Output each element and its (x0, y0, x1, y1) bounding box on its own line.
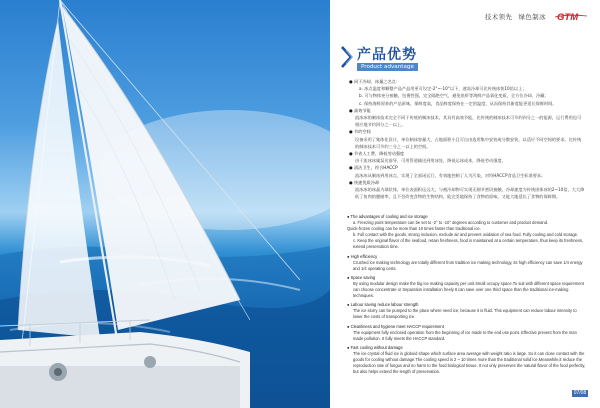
page-number-badge: 07/08 (573, 390, 587, 396)
cn-line: ● 清洁卫生，符合HACCP (349, 165, 398, 171)
cn-line: 流冰冰的制冰技术完全不同于传统的制冰技术，其具有高效节能，比传统的制冰技术可节约四分之一的能源，运行费用也可相应地节约四分之一以上。 (355, 115, 582, 128)
gtm-logo-text: GTM (557, 11, 579, 22)
en-heading: ● High efficiency (347, 253, 378, 259)
slogan-green-ice: 绿色制冰 (518, 12, 546, 21)
slogan-technology: 技术领先 (484, 12, 513, 21)
page-header (485, 9, 588, 23)
section-title (341, 44, 481, 78)
cn-line: ● 节约空间 (349, 129, 371, 135)
title-english: Product advantage (357, 63, 418, 71)
en-line: c. Keep the original flavor of the seafood, retain freshness, food is maintained at a certain temperature, thus keep its freshness, extend preservation time. (353, 238, 584, 250)
en-heading: ● Space saving (347, 274, 376, 280)
gtm-logo-icon (554, 11, 588, 22)
en-line: The ice crystal of fluid ice is globoid shape which surface area average with weight ratio is large. So it can close contact with the goods for cooling without damage.The cooling speed is 2 ~ 10 times more than the traditional solid ice.Meanwhile,it reduce the reproduction rate of fungus and no harm to the food biological tissue. It not only preserves the natural flavor of the food perfectly, but also helps extend the length of preservation. (353, 350, 586, 375)
cn-line: c. 保持海鲜原来的产品原味，保鲜度高，食品鲜度保持在一定的温度，从而保持其新度能更延长保鲜时间。 (359, 100, 557, 106)
cn-line: 设备采用了集体化设计，单位制冰容量大，占地面积小且可自由选用集中安装或分散安装，以适应不同空间的要求。比传统的制冰技术可节约三分之一以上的空间。 (355, 136, 582, 149)
en-line: Crushed ice making technology are totally different from tradition ice making technology, its high efficiency can save 1/4 energy and 1/4 operating costs. (353, 259, 583, 271)
english-body (347, 214, 587, 375)
cn-line: ● 节省人工费，降低劳动强度 (349, 151, 405, 157)
cn-line: 由于流冰冰属泵送前导，可用管道输送到用冰处，降低运冰成本，降低劳动强度。 (355, 158, 506, 164)
cn-line: 流冰冰的冰晶为球状体，单位表面积远远大，与被冷却物可实现无细节密切接触，冷却速度为传统固体冰的2~10倍，大大降低了鱼肉的腥储率，且不会改变食物的生物结构，能完美地保持了食物的原味，又能大地延长了食物的保鲜期。 (355, 187, 585, 200)
cn-line: a. 冰点温度和颗整产品产品用更可设定-2°~-10°以下，速冻冷却可比传统冰快10倍以上； (359, 86, 527, 92)
chinese-body (349, 78, 585, 200)
en-heading: ● Labour saving reduce labour strength (347, 302, 419, 308)
cn-line: 流冰冰从制冰到用冰点，实现了全部闭运行，有效地控制了人为污染，对符HACCP食品卫生标准要求。 (355, 172, 546, 178)
en-line: b. Full contact with the goods, strong inclusion, exclude air and prevent oxidation of sea food. Fully cooling and cold storage. (353, 232, 579, 238)
en-line: The equipment fully enclosed operation from the beginning of ice made to the end use point. Effective prevent from the man made pollution. It fully meets the HACCP standard. (353, 329, 577, 341)
en-heading: ● Cleanliness and hygiene meet HACCP requirement (347, 323, 444, 329)
en-heading: ● The advantages of cooling and ice storage (347, 214, 428, 219)
en-line: By using modular design make the big ice making capacity per unit.Small occupy space.To suit with different space requirement can choose concentrate or Separation installation freely.It can save over one third space than the traditional ice-making techniques. (353, 280, 584, 299)
en-line: Quick-frozen cooling can be more than 10 times faster than traditional ice. (347, 226, 481, 232)
cn-line: ● 快速优质冷却 (349, 179, 380, 185)
title-chinese: 产品优势 (357, 47, 417, 63)
cn-line: ● 同于冷却、冰量之名点： (349, 79, 401, 84)
chevron-right-icon (341, 46, 353, 68)
en-heading: ● Fast cooling without damage (347, 344, 403, 350)
cn-line: b. 可与物体充分接触，包裹性强，完全隔绝空气，避免鱼虾等海鲜产品氧化变质，全方位冷却、冷藏； (359, 93, 549, 99)
en-line: a. Freezing point temperature can be set to -2° to -10° degrees according to customer and product demand. (353, 220, 549, 226)
cn-line: ● 高效节能 (349, 107, 371, 113)
en-line: The ice slurry can be pumped to the place where need ice, because it is fluid. This equipment can reduce labour intensity to lower the costs of transporting ice. (353, 308, 577, 320)
